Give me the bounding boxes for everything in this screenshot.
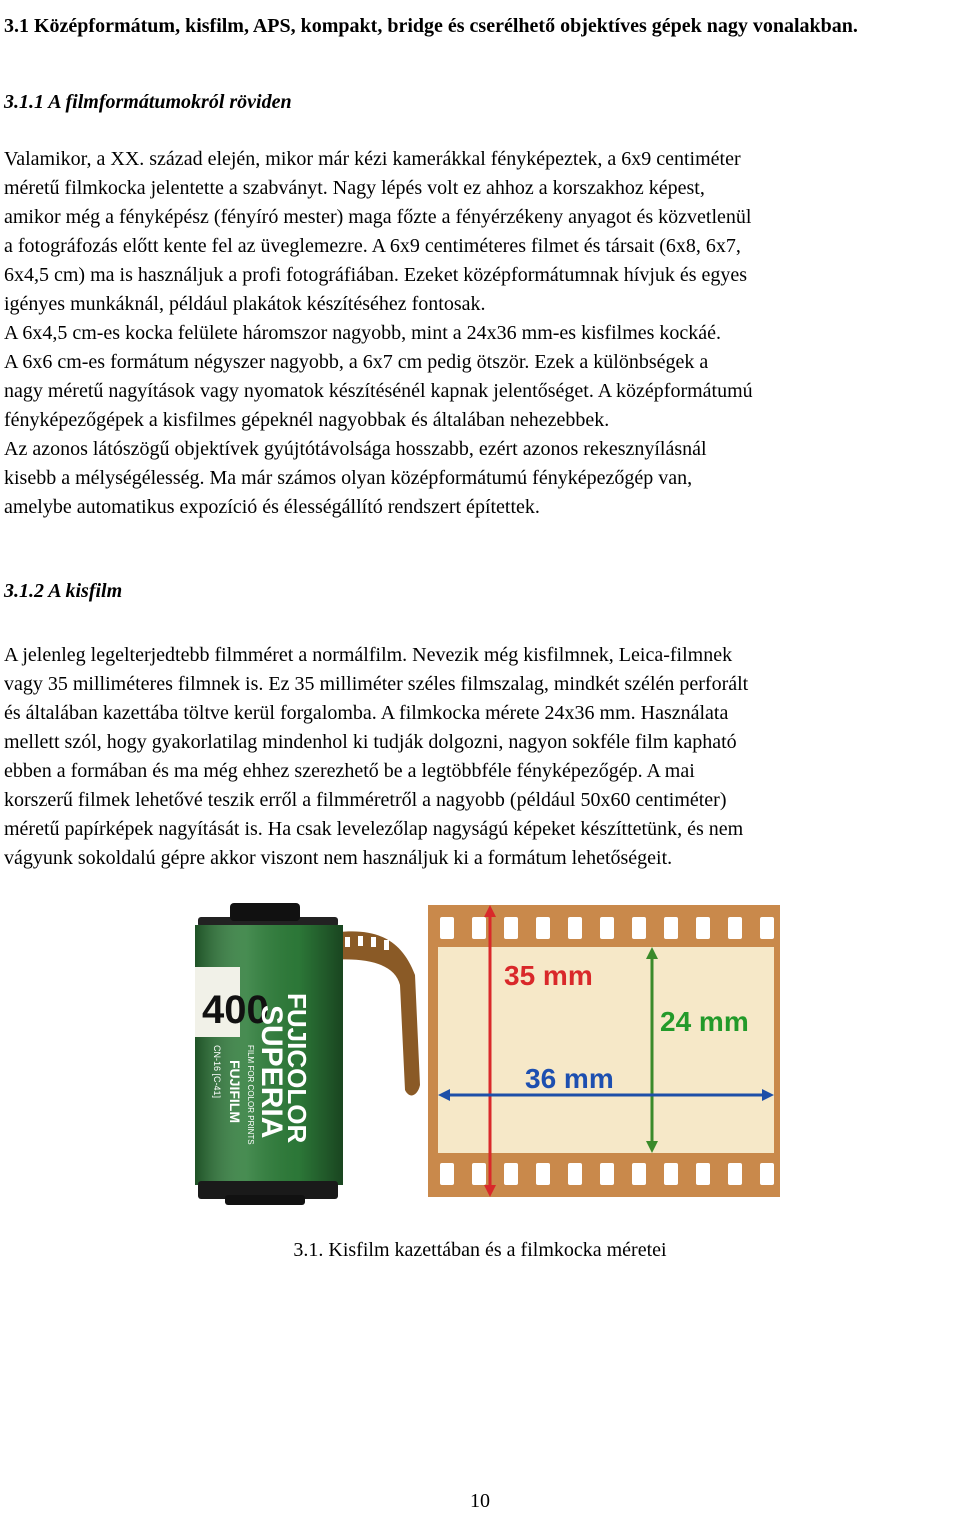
figure-caption: 3.1. Kisfilm kazettában és a filmkocka méretei (293, 1239, 667, 1261)
film-canister-and-frame-figure (170, 895, 782, 1210)
brand-superia: SUPERIA (255, 1005, 288, 1139)
text-line: vágyunk sokoldalú gépre akkor viszont nem használjuk ki a formátum lehetőségeit. (4, 847, 673, 869)
label-35mm: 35 mm (504, 960, 593, 991)
text-line: méretű filmkocka jelentette a szabványt. Nagy lépés volt ez ahhoz a korszakhoz képest, (4, 177, 705, 199)
text-line: és általában kazettába töltve kerül forgalomba. A filmkocka mérete 24x36 mm. Használata (4, 702, 729, 724)
text-line: kisebb a mélységélesség. Ma már számos olyan középformátumú fényképezőgép van, (4, 467, 693, 489)
label-36mm: 36 mm (525, 1063, 614, 1094)
main-heading: 3.1 Középformátum, kisfilm, APS, kompakt, bridge és cserélhető objektíves gépek nagy vonalakban. (4, 15, 858, 37)
label-24mm: 24 mm (660, 1006, 749, 1037)
film-type-text: FILM FOR COLOR PRINTS (246, 1045, 255, 1145)
text-line: vagy 35 milliméteres filmnek is. Ez 35 milliméter széles filmszalag, mindkét szélén perforált (4, 673, 749, 695)
text-line: amelybe automatikus expozíció és élességállító rendszert építettek. (4, 496, 540, 518)
process-code: CN-16 [C-41] (212, 1045, 222, 1099)
frame-area (438, 947, 774, 1153)
iso-label: 400 (202, 988, 269, 1032)
text-line: ebben a formában és ma még ehhez szerezhető be a legtöbbféle fényképezőgép. A mai (4, 760, 695, 782)
section-title-kisfilm: 3.1.2 A kisfilm (4, 580, 123, 602)
text-line: igényes munkáknál, például plakátok készítéséhez fontosak. (4, 293, 486, 315)
text-line: Valamikor, a XX. század elején, mikor már kézi kamerákkal fényképeztek, a 6x9 centiméter (4, 148, 741, 170)
text-line: a fotográfozás előtt kente fel az üveglemezre. A 6x9 centiméteres filmet és társait (6x8, 6x7, (4, 235, 741, 257)
paragraph-kisfilm (4, 641, 956, 873)
text-line: fényképezőgépek a kisfilmes gépeknél nagyobbak és általában nehezebbek. (4, 409, 610, 431)
section-title-filmformats: 3.1.1 A filmformátumokról röviden (4, 91, 292, 113)
text-line: amikor még a fényképész (fényíró mester) maga főzte a fényérzékeny anyagot és közvetlenül (4, 206, 752, 228)
paragraph-filmformats (4, 145, 956, 522)
text-line: nagy méretű nagyítások vagy nyomatok készítésénél kapnak jelentőséget. A középformátumú (4, 380, 753, 402)
film-frame-diagram (428, 905, 780, 1197)
text-line: Az azonos látószögű objektívek gyújtótávolsága hosszabb, ezért azonos rekesznyílásnál (4, 438, 707, 460)
text-line: méretű papírképek nagyítását is. Ha csak levelezőlap nagyságú képeket készíttetünk, és nem (4, 818, 744, 840)
text-line: mellett szól, hogy gyakorlatilag mindenhol ki tudják dolgozni, nagyon sokféle film kapható (4, 731, 737, 753)
text-line: A jelenleg legelterjedtebb filmméret a normálfilm. Nevezik még kisfilmnek, Leica-filmnek (4, 644, 733, 666)
text-line: A 6x4,5 cm-es kocka felülete háromszor nagyobb, mint a 24x36 mm-es kisfilmes kockáé. (4, 322, 722, 344)
text-line: korszerű filmek lehetővé teszik erről a filmméretről a nagyobb (például 50x60 centiméter) (4, 789, 727, 811)
maker-label: FUJIFILM (227, 1060, 243, 1123)
page-number: 10 (470, 1490, 490, 1512)
text-line: A 6x6 cm-es formátum négyszer nagyobb, a 6x7 cm pedig ötször. Ezek a különbségek a (4, 351, 709, 373)
brand-fujicolor: FUJICOLOR (282, 993, 312, 1144)
text-line: 6x4,5 cm) ma is használjuk a profi fotográfiában. Ezeket középformátumnak hívjuk és egyes (4, 264, 748, 286)
